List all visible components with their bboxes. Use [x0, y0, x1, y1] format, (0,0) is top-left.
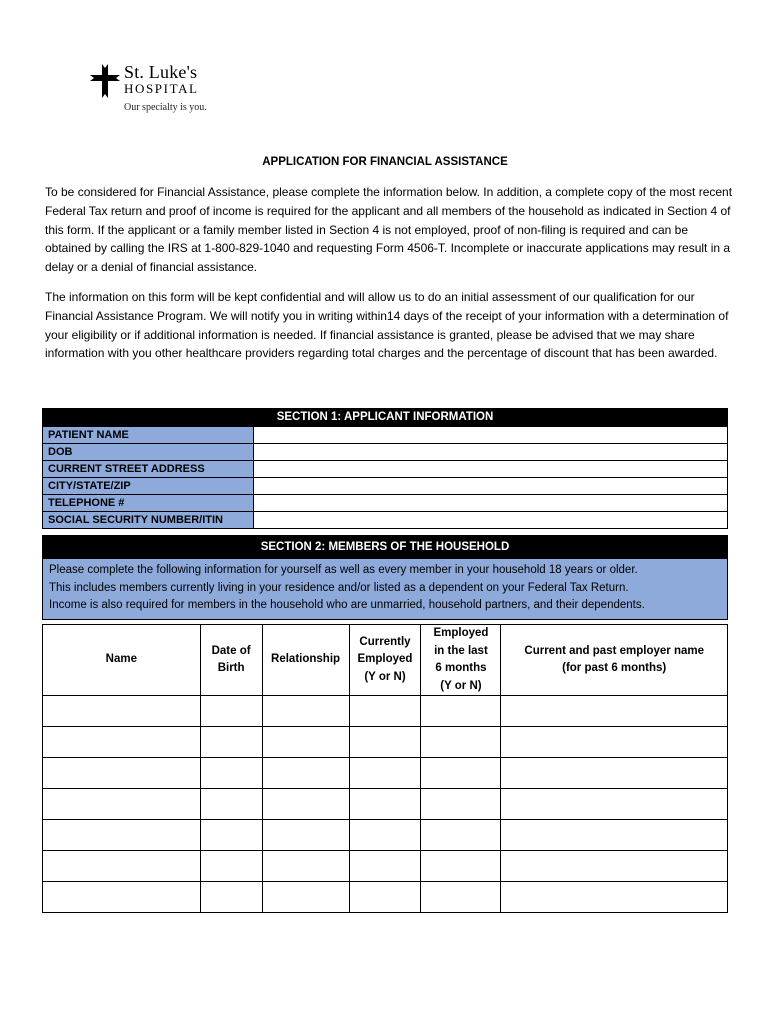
member-employed-6mo-cell[interactable]	[421, 820, 501, 851]
instruction-line: Please complete the following information for yourself as well as every member in your household 18 years or older.	[49, 564, 638, 576]
table-row	[43, 820, 728, 851]
instruction-line: Income is also required for members in the household who are unmarried, household partners, and their dependents.	[49, 599, 645, 611]
dob-field[interactable]	[254, 444, 728, 461]
header-line: Current and past employer name	[524, 644, 704, 657]
member-employer-cell[interactable]	[501, 789, 728, 820]
member-dob-cell[interactable]	[200, 851, 262, 882]
instruction-line: This includes members currently living in your residence and/or listed as a dependent on your Federal Tax Return.	[49, 581, 629, 594]
header-line: (for past 6 months)	[562, 662, 667, 674]
table-row	[43, 758, 728, 789]
field-label: PATIENT NAME	[43, 427, 254, 444]
ssn-itin-field[interactable]	[254, 512, 728, 529]
header-line: in the last	[434, 644, 488, 657]
member-currently-employed-cell[interactable]	[349, 820, 421, 851]
table-row	[43, 727, 728, 758]
column-header-employed-last-6-months	[421, 625, 501, 696]
header-line: Employed	[433, 627, 489, 639]
member-employed-6mo-cell[interactable]	[421, 882, 501, 913]
applicant-row	[43, 478, 728, 495]
section1-applicant-information	[42, 408, 728, 529]
member-relationship-cell[interactable]	[262, 789, 349, 820]
member-currently-employed-cell[interactable]	[349, 851, 421, 882]
patient-name-field[interactable]	[254, 427, 728, 444]
applicant-row	[43, 444, 728, 461]
member-dob-cell[interactable]	[200, 758, 262, 789]
member-currently-employed-cell[interactable]	[349, 696, 421, 727]
hospital-logo	[90, 62, 230, 122]
field-label: SOCIAL SECURITY NUMBER/ITIN	[43, 512, 254, 529]
member-employer-cell[interactable]	[501, 882, 728, 913]
header-line: (Y or N)	[364, 670, 406, 683]
member-relationship-cell[interactable]	[262, 820, 349, 851]
member-relationship-cell[interactable]	[262, 851, 349, 882]
member-name-cell[interactable]	[43, 851, 201, 882]
intro-paragraph-2: The information on this form will be kept confidential and will allow us to do an initial assessment of our qualification for our Financial Assistance Program. We will notify you in writing within14 days of the receipt of your information with a determination of your eligibility or if additional information is needed. If financial assistance is granted, please be advised that we may share information with you other healthcare providers regarding total charges and the percentage of discount that has been awarded.	[45, 290, 729, 361]
member-currently-employed-cell[interactable]	[349, 727, 421, 758]
header-line: Birth	[217, 662, 245, 674]
member-employed-6mo-cell[interactable]	[421, 789, 501, 820]
member-dob-cell[interactable]	[200, 789, 262, 820]
member-relationship-cell[interactable]	[262, 727, 349, 758]
applicant-row	[43, 461, 728, 478]
member-employed-6mo-cell[interactable]	[421, 758, 501, 789]
member-employed-6mo-cell[interactable]	[421, 727, 501, 758]
member-relationship-cell[interactable]	[262, 696, 349, 727]
column-header-relationship	[262, 625, 349, 696]
logo-name-line2: HOSPITAL	[124, 81, 199, 96]
table-row	[43, 696, 728, 727]
applicant-table	[42, 426, 728, 529]
member-employer-cell[interactable]	[501, 851, 728, 882]
section2-instructions	[42, 559, 728, 620]
logo-tagline: Our specialty is you.	[124, 102, 207, 113]
member-relationship-cell[interactable]	[262, 758, 349, 789]
field-label: DOB	[43, 444, 254, 461]
member-name-cell[interactable]	[43, 758, 201, 789]
field-label: TELEPHONE #	[43, 495, 254, 512]
member-currently-employed-cell[interactable]	[349, 789, 421, 820]
member-name-cell[interactable]	[43, 882, 201, 913]
member-employed-6mo-cell[interactable]	[421, 851, 501, 882]
applicant-row	[43, 512, 728, 529]
member-name-cell[interactable]	[43, 696, 201, 727]
header-line: Relationship	[271, 653, 341, 666]
member-employer-cell[interactable]	[501, 696, 728, 727]
applicant-row	[43, 427, 728, 444]
column-header-employer-name	[501, 625, 728, 696]
member-name-cell[interactable]	[43, 789, 201, 820]
cross-icon	[90, 64, 120, 98]
member-name-cell[interactable]	[43, 820, 201, 851]
member-name-cell[interactable]	[43, 727, 201, 758]
header-line: 6 months	[435, 662, 487, 674]
form-title: APPLICATION FOR FINANCIAL ASSISTANCE	[262, 156, 508, 168]
city-state-zip-field[interactable]	[254, 478, 728, 495]
member-employer-cell[interactable]	[501, 820, 728, 851]
member-dob-cell[interactable]	[200, 882, 262, 913]
member-currently-employed-cell[interactable]	[349, 882, 421, 913]
field-label: CITY/STATE/ZIP	[43, 478, 254, 495]
column-header-currently-employed	[349, 625, 421, 696]
intro-paragraph-1: To be considered for Financial Assistance, please complete the information below. In addition, a complete copy of the most recent Federal Tax return and proof of income is required for the applicant and all members of the household as indicated in Section 4 of this form. If the applicant or a family member listed in Section 4 is not employed, proof of non-filing is required and can be obtained by calling the IRS at 1-800-829-1040 and requesting Form 4506-T. Incomplete or inaccurate applications may result in a delay or a denial of financial assistance.	[45, 185, 733, 275]
street-address-field[interactable]	[254, 461, 728, 478]
header-line: Currently	[359, 635, 411, 648]
member-dob-cell[interactable]	[200, 820, 262, 851]
header-line: Name	[105, 653, 137, 666]
household-members-table	[42, 624, 728, 913]
column-header-name	[43, 625, 201, 696]
field-label: CURRENT STREET ADDRESS	[43, 461, 254, 478]
section2-household-members	[42, 535, 728, 620]
member-dob-cell[interactable]	[200, 696, 262, 727]
header-line: Employed	[357, 653, 413, 666]
section2-header: SECTION 2: MEMBERS OF THE HOUSEHOLD	[42, 535, 728, 559]
column-header-date-of-birth	[200, 625, 262, 696]
header-line: (Y or N)	[440, 679, 482, 692]
member-employed-6mo-cell[interactable]	[421, 696, 501, 727]
header-line: Date of	[211, 644, 251, 657]
table-row	[43, 851, 728, 882]
member-employer-cell[interactable]	[501, 727, 728, 758]
section1-header: SECTION 1: APPLICANT INFORMATION	[42, 408, 728, 426]
member-dob-cell[interactable]	[200, 727, 262, 758]
table-row	[43, 789, 728, 820]
logo-name-line1: St. Luke's	[124, 62, 198, 82]
telephone-field[interactable]	[254, 495, 728, 512]
table-row	[43, 882, 728, 913]
table-header-row	[43, 625, 728, 696]
member-currently-employed-cell[interactable]	[349, 758, 421, 789]
member-employer-cell[interactable]	[501, 758, 728, 789]
applicant-row	[43, 495, 728, 512]
member-relationship-cell[interactable]	[262, 882, 349, 913]
